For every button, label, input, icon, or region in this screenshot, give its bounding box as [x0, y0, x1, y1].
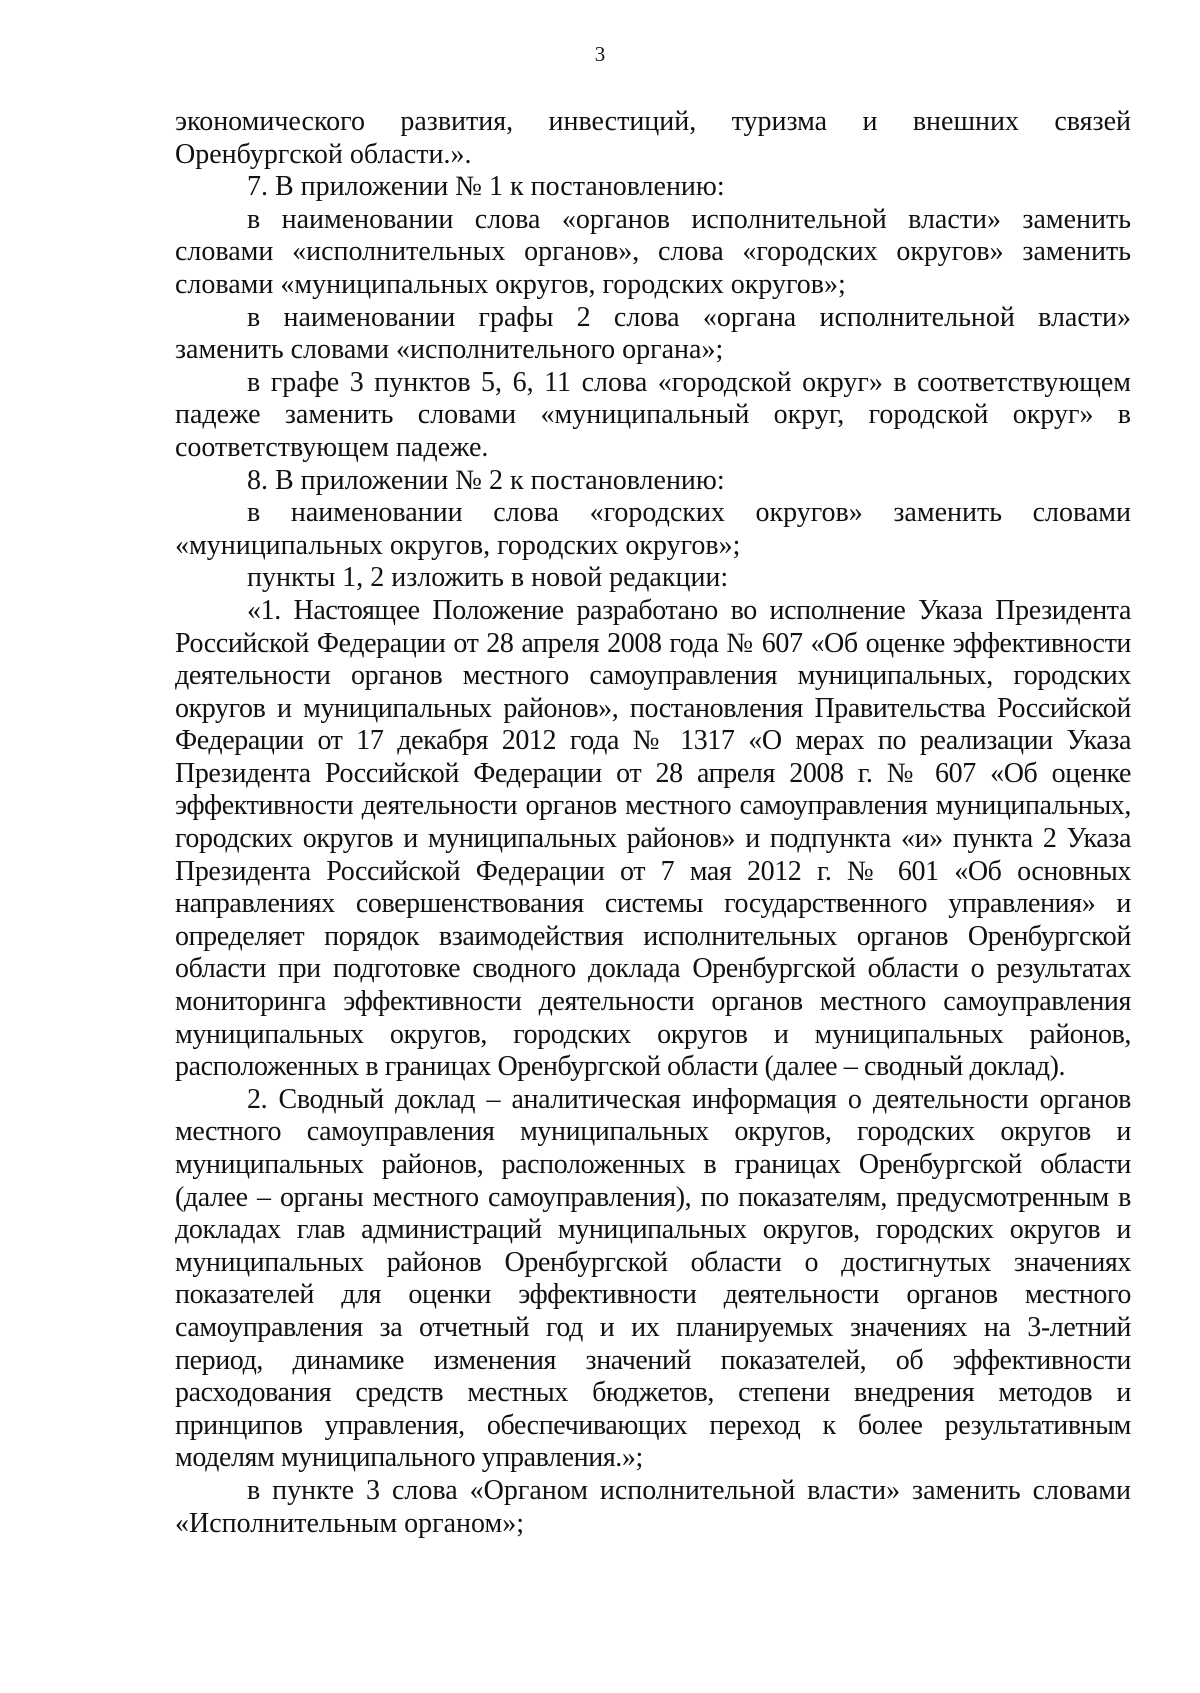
paragraph-item-7-column-3: в графе 3 пунктов 5, 6, 11 слова «городской округ» в соответствующем падеже заменить словами «муниципальный округ, городской округ» в соответствующем падеже.	[175, 366, 1131, 463]
paragraph-item-7-name: в наименовании слова «органов исполнительной власти» заменить словами «исполнительных органов», слова «городских округов» заменить словами «муниципальных округов, городских округов»;	[175, 203, 1131, 300]
paragraph-clause-2: 2. Сводный доклад – аналитическая информация о деятельности органов местного самоуправления муниципальных округов, городских округов и муниципальных районов, расположенных в границах Оренбургской области (далее – органы местного самоуправления), по показателям, предусмотренным в докладах глав администраций муниципальных округов, городских округов и муниципальных районов Оренбургской области о достигнутых значениях показателей для оценки эффективности деятельности органов местного самоуправления за отчетный год и их планируемых значениях на 3-летний период, динамике изменения значений показателей, об эффективности расходования средств местных бюджетов, степени внедрения методов и принципов управления, обеспечивающих переход к более результативным моделям муниципального управления.»;	[175, 1083, 1131, 1474]
paragraph-clause-3: в пункте 3 слова «Органом исполнительной власти» заменить словами «Исполнительным органом»;	[175, 1474, 1131, 1539]
page-number: 3	[594, 42, 606, 66]
paragraph-item-8: 8. В приложении № 2 к постановлению:	[247, 464, 725, 496]
paragraph-item-8-name: в наименовании слова «городских округов» заменить словами «муниципальных округов, городских округов»;	[175, 497, 1131, 561]
document-body	[175, 106, 1131, 1540]
paragraph-continuation: экономического развития, инвестиций, туризма и внешних связей Оренбургской области.».	[175, 106, 1131, 170]
paragraph-item-8-new-edition: пункты 1, 2 изложить в новой редакции:	[247, 562, 729, 594]
paragraph-item-7: 7. В приложении № 1 к постановлению:	[247, 171, 725, 203]
paragraph-clause-1: «1. Настоящее Положение разработано во исполнение Указа Президента Российской Федерации от 28 апреля 2008 года № 607 «Об оценке эффективности деятельности органов местного самоуправления муниципальных, городских округов и муниципальных районов», постановления Правительства Российской Федерации от 17 декабря 2012 года № 1317 «О мерах по реализации Указа Президента Российской Федерации от 28 апреля 2008 г. № 607 «Об оценке эффективности деятельности органов местного самоуправления муниципальных, городских округов и муниципальных районов» и подпункта «и» пункта 2 Указа Президента Российской Федерации от 7 мая 2012 г. № 601 «Об основных направлениях совершенствования системы государственного управления» и определяет порядок взаимодействия исполнительных органов Оренбургской области при подготовке сводного доклада Оренбургской области о результатах мониторинга эффективности деятельности органов местного самоуправления муниципальных округов, городских округов и муниципальных районов, расположенных в границах Оренбургской области (далее – сводный доклад).	[175, 594, 1131, 1083]
paragraph-item-7-column-2: в наименовании графы 2 слова «органа исполнительной власти» заменить словами «исполнительного органа»;	[175, 301, 1131, 366]
